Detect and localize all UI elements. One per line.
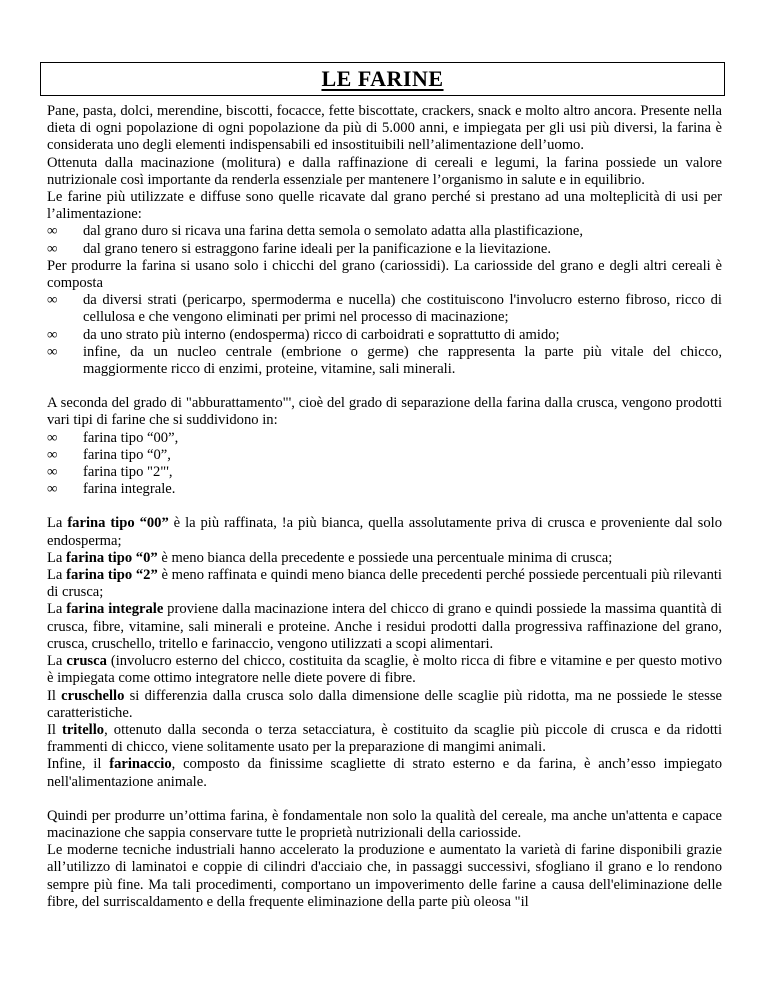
bullet-icon: ∞ (47, 464, 58, 481)
term: farina integrale (66, 601, 164, 618)
term: farina tipo “00” (67, 515, 169, 532)
conclusion-paragraph: Le moderne tecniche industriali hanno accelerato la produzione e aumentato la varietà di farine disponibili grazie all’utilizzo di laminatoi e coppie di cilindri d'acciaio che, in passaggi successivi, sfogliano il grano e lo rendono sempre più fine. Ma tali procedimenti, comportano un impoverimento delle farine a causa dell'eliminazione delle fibre, del surriscaldamento e della frequente eliminazione della parte più oleosa "il (47, 842, 722, 910)
bullet-icon: ∞ (47, 292, 58, 309)
list-item: ∞ farina integrale. (47, 481, 176, 498)
bullet-icon: ∞ (47, 223, 58, 240)
title-box (40, 62, 725, 96)
term: farina tipo “0” (66, 549, 158, 566)
definition-paragraph: La farina tipo “00” è la più raffinata, !a più bianca, quella assolutamente priva di crusca e proveniente dal solo endosperma; (47, 515, 722, 549)
bullet-icon: ∞ (47, 481, 58, 498)
term: farinaccio (109, 756, 172, 773)
definition-paragraph: Il cruschello si differenzia dalla crusca solo dalla dimensione delle scaglie più ridotta, ma ne possiede le stesse caratteristiche. (47, 687, 722, 721)
definition-paragraph: La crusca (involucro esterno del chicco, costituita da scaglie, è molto ricca di fibre e vitamine e per questo motivo è impiegata come ottimo integratore nelle diete povere di fibre. (47, 653, 722, 687)
list-item: ∞ infine, da un nucleo centrale (embrione o germe) che rappresenta la parte più vitale del chicco, maggiormente ricco di enzimi, proteine, vitamine, sali minerali. (47, 343, 722, 378)
term: tritello (61, 721, 105, 738)
bullet-icon: ∞ (47, 429, 58, 446)
intro-paragraph: Per produrre la farina si usano solo i chicchi del grano (cariossidi). La cariosside del grano e degli altri cereali è composta (47, 257, 722, 292)
term: crusca (66, 653, 107, 670)
document-body (47, 103, 722, 911)
list-item: ∞ da uno strato più interno (endosperma) ricco di carboidrati e soprattutto di amido; (47, 326, 560, 343)
bullet-icon: ∞ (47, 446, 58, 463)
list-item: ∞ dal grano tenero si estraggono farine ideali per la panificazione e la lievitazione. (47, 240, 552, 257)
list-item: ∞ farina tipo “00”, (47, 429, 179, 446)
intro-paragraph: Pane, pasta, dolci, merendine, biscotti, focacce, fette biscottate, crackers, snack e molto altro ancora. Presente nella dieta di ogni popolazione di ogni popolazione da più di 5.000 anni, e impiegata per gli usi più diversi, la farina è considerata uno degli elementi indispensabili ed insostituibili nell’alimentazione dell’uomo. (47, 103, 722, 154)
definition-paragraph: Il tritello, ottenuto dalla seconda o terza setacciatura, è costituito da scaglie più piccole di crusca e da ridotti frammenti di chicco, viene solitamente usato per la preparazione di mangimi animali. (47, 721, 722, 756)
list-item: ∞ farina tipo “0”, (47, 446, 171, 463)
definition-paragraph: La farina tipo “2” è meno raffinata e quindi meno bianca delle precedenti perché possiede percentuali più rilevanti di crusca; (47, 567, 722, 601)
definition-paragraph: La farina integrale proviene dalla macinazione intera del chicco di grano e quindi possiede la massima quantità di crusca, fibre, vitamine, sali minerali e proteine. Anche i residui prodotti dalla progressiva raffinazione del grano, crusca, cruschello, tritello e farinaccio, vengono utilizzati a scopi alimentari. (47, 601, 722, 652)
term: farina tipo “2” (66, 567, 158, 584)
list-item: ∞ farina tipo "2"', (47, 464, 173, 481)
term: cruschello (61, 687, 125, 704)
list-item: ∞ dal grano duro si ricava una farina detta semola o semolato adatta alla plastificazione, (47, 223, 584, 240)
bullet-icon: ∞ (47, 343, 58, 360)
bullet-icon: ∞ (47, 326, 58, 343)
definition-paragraph: La farina tipo “0” è meno bianca della precedente e possiede una percentuale minima di crusca; (47, 549, 613, 566)
definition-paragraph: Infine, il farinaccio, composto da finissime scagliette di strato esterno e da farina, è anch’esso impiegato nell'alimentazione animale. (47, 756, 722, 790)
list-item: ∞ da diversi strati (pericarpo, spermoderma e nucella) che costituiscono l'involucro esterno fibroso, ricco di cellulosa e che vengono eliminati per primi nel processo di macinazione; (47, 292, 722, 326)
abburattamento-paragraph: A seconda del grado di "abburattamento"', cioè del grado di separazione della farina dalla crusca, vengono prodotti vari tipi di farine che si suddividono in: (47, 395, 722, 429)
conclusion-paragraph: Quindi per produrre un’ottima farina, è fondamentale non solo la qualità del cereale, ma anche un'attenta e capace macinazione che sappia conservare tutte le proprietà nutrizionali della cariosside. (47, 807, 722, 841)
intro-paragraph: Ottenuta dalla macinazione (molitura) e dalla raffinazione di cereali e legumi, la farina possiede un valore nutrizionale così importante da renderla essenziale per mantenere l’organismo in salute e in equilibrio. (47, 154, 722, 188)
page-title: LE FARINE (321, 66, 444, 91)
bullet-icon: ∞ (47, 240, 58, 257)
intro-paragraph: Le farine più utilizzate e diffuse sono quelle ricavate dal grano perché si prestano ad una molteplicità di usi per l’alimentazione: (47, 189, 722, 223)
